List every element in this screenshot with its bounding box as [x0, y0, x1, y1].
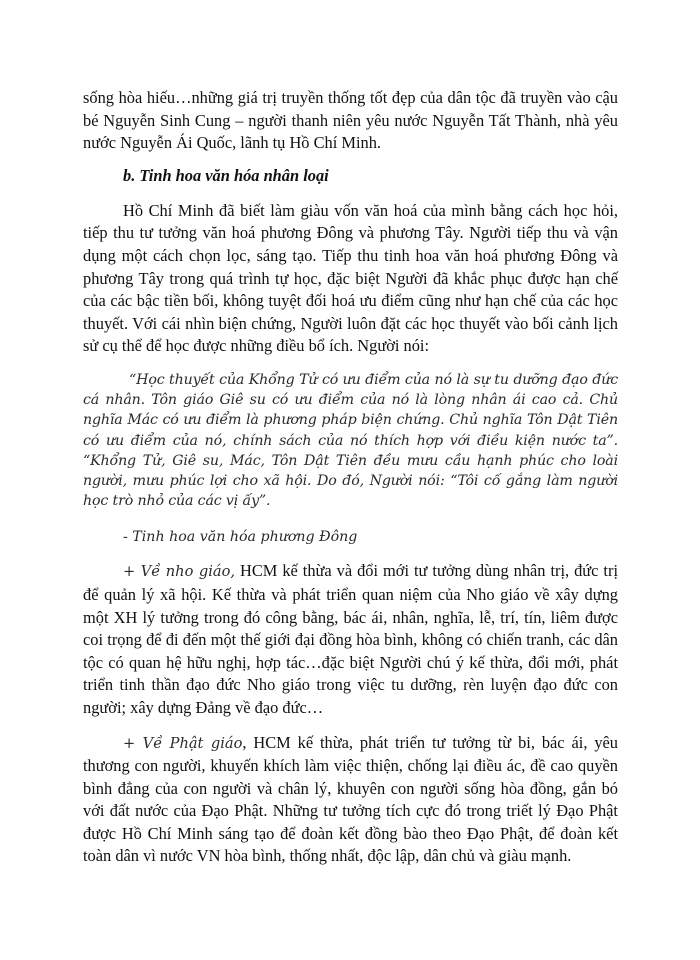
confucianism-body: HCM kế thừa và đổi mới tư tưởng dùng nhân trị, đức trị để quản lý xã hội. Kế thừa và phát triển quan niệm của Nho giáo về xây dựng một XH lý tưởng trong đó công bằng, bác ái, nhân, nghĩa, lễ, trí, tín, liêm được coi trọng để đi đến một thế giới đại đồng hòa bình, không có chiến tranh, các dân tộc có quan hệ hữu nghị, hợp tác…đặc biệt Người chú ý kế thừa, đổi mới, phát triển tinh thần đạo đức Nho giáo trong việc tu dưỡng, rèn luyện đạo đức con người; xây dựng Đảng về đạo đức…	[83, 561, 618, 717]
page-content	[83, 87, 618, 868]
subheading: - Tinh hoa văn hóa phương Đông	[123, 529, 358, 546]
buddhism-lead: + Về Phật giáo	[123, 734, 243, 752]
confucianism-paragraph	[83, 560, 618, 719]
buddhism-paragraph	[83, 732, 618, 869]
confucianism-lead: + Về nho giáo,	[123, 563, 236, 581]
block-quote: “Học thuyết của Khổng Tử có ưu điểm của nó là sự tu dưỡng đạo đức cá nhân. Tôn giáo Giê su có ưu điểm của nó là lòng nhân ái cao cả. Chủ nghĩa Mác có ưu điểm là phương pháp biện chứng. Chủ nghĩa Tôn Dật Tiên có ưu điểm của nó, chính sách của nó thích hợp với điều kiện nước ta”. “Khổng Tử, Giê su, Mác, Tôn Dật Tiên đều mưu cầu hạnh phúc cho loài người, mưu phúc lợi cho xã hội. Do đó, Người nói: “Tôi cố gắng làm người học trò nhỏ của các vị ấy”.	[83, 371, 618, 510]
section-heading: b. Tinh hoa văn hóa nhân loại	[123, 165, 329, 185]
intro-paragraph: sống hòa hiếu…những giá trị truyền thống tốt đẹp của dân tộc đã truyền vào cậu bé Nguyễn Sinh Cung – người thanh niên yêu nước Nguyễn Tất Thành, nhà yêu nước Nguyễn Ái Quốc, lãnh tụ Hồ Chí Minh.	[83, 88, 618, 153]
buddhism-body: , HCM kế thừa, phát triển tư tưởng từ bi, bác ái, yêu thương con người, khuyến khích làm việc thiện, chống lại điều ác, đề cao quyền bình đẳng của con người và chân lý, khuyên con người sống hòa đồng, gắn bó với đất nước của Đạo Phật. Những tư tưởng tích cực đó trong triết lý Đạo Phật được Hồ Chí Minh sáng tạo để đoàn kết đồng bào theo Đạo Phật, để đoàn kết toàn dân vì nước VN hòa bình, thống nhất, độc lập, dân chủ và giàu mạnh.	[83, 732, 618, 866]
body-paragraph: Hồ Chí Minh đã biết làm giàu vốn văn hoá của mình bằng cách học hỏi, tiếp thu tư tưởng văn hoá phương Đông và phương Tây. Người tiếp thu và vận dụng một cách chọn lọc, sáng tạo. Tiếp thu tinh hoa văn hoá phương Đông và phương Tây trong quá trình tự học, đặc biệt Người đã khắc phục được hạn chế của các bậc tiền bối, không tuyệt đối hoá ưu điểm cũng như hạn chế của các học thuyết. Với cái nhìn biện chứng, Người luôn đặt các học thuyết vào bối cảnh lịch sử cụ thể để học được những điều bổ ích. Người nói:	[83, 200, 618, 356]
